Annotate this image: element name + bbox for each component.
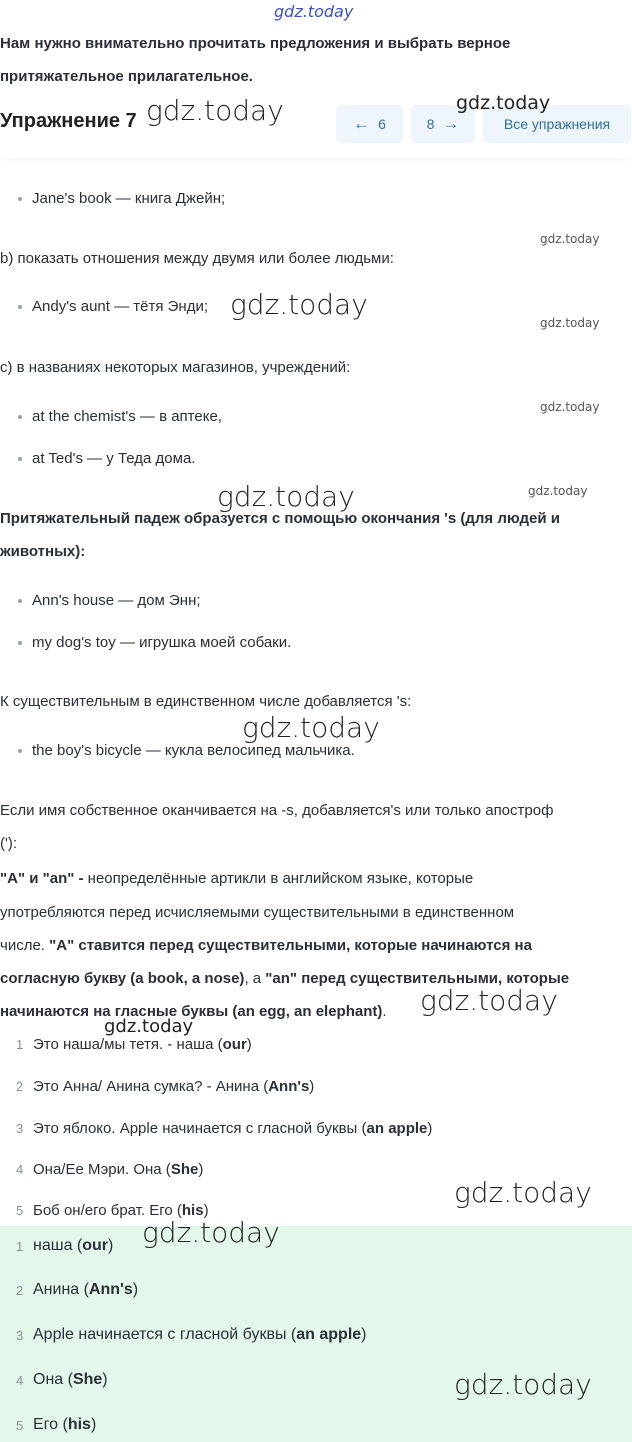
item-end: ) (198, 1161, 204, 1178)
rule-line-2: животных): (0, 543, 86, 560)
item-plain: Его ( (33, 1416, 68, 1433)
article-bold: "an" перед существительными, которые (265, 970, 570, 987)
item-bold: our (222, 1036, 247, 1053)
watermark: gdz.today (456, 92, 551, 114)
next-exercise-label: 8 (426, 116, 435, 132)
item-end: ) (108, 1237, 114, 1254)
intro-line-1: Нам нужно внимательно прочитать предложения и выбрать верное (0, 35, 511, 52)
watermark: gdz.today (230, 288, 368, 321)
answer-item-4 (16, 1371, 108, 1389)
list-item-text: the boy's bicycle — кукла велосипед мальчика. (32, 742, 355, 759)
item-plain: Это яблоко. Apple начинается с гласной буквы ( (33, 1120, 367, 1137)
item-plain: Это наша/мы тетя. - наша ( (33, 1036, 223, 1053)
item-end: ) (90, 1416, 97, 1433)
article-line-3 (0, 929, 632, 962)
bullet-icon (18, 305, 22, 309)
watermark: gdz.today (540, 316, 600, 330)
item-number: 3 (16, 1327, 24, 1343)
watermark-top: gdz.today (274, 2, 354, 21)
work-item-4 (16, 1161, 203, 1178)
item-plain: Боб он/его брат. Его ( (33, 1202, 182, 1219)
arrow-right-icon: → (442, 114, 460, 133)
watermark: gdz.today (454, 1176, 592, 1209)
item-end: ) (132, 1281, 139, 1298)
watermark: gdz.today (142, 1216, 280, 1249)
list-item (18, 592, 201, 609)
item-text (33, 1078, 314, 1095)
article-bold: "A" и "an" - (0, 870, 84, 887)
list-item-text: at Ted's — у Теда дома. (32, 450, 196, 467)
item-bold: his (181, 1202, 204, 1219)
item-end: ) (361, 1326, 367, 1343)
bullet-icon (18, 749, 22, 753)
item-text (33, 1371, 108, 1389)
item-text (33, 1237, 113, 1255)
proper-rule-line-1: Если имя собственное оканчивается на -s, добавляется's или только апостроф (0, 802, 554, 819)
list-item-text: Ann's house — дом Энн; (32, 592, 201, 609)
item-number: 2 (16, 1282, 24, 1298)
item-plain: Анина ( (33, 1281, 89, 1298)
item-number: 1 (16, 1238, 24, 1254)
article-text: , а (244, 970, 266, 987)
list-item (18, 634, 291, 651)
bullet-icon (18, 457, 22, 461)
item-bold: an apple (366, 1120, 428, 1137)
item-plain: Apple начинается с гласной буквы ( (33, 1326, 297, 1343)
item-end: ) (102, 1371, 108, 1388)
watermark: gdz.today (454, 1368, 592, 1401)
list-item-text: Andy's aunt — тётя Энди; (32, 298, 208, 315)
watermark: gdz.today (242, 711, 380, 744)
watermark: gdz.today (540, 232, 600, 246)
item-text (33, 1281, 138, 1299)
bullet-icon (18, 197, 22, 201)
answer-item-1 (16, 1237, 113, 1255)
paragraph-c: c) в названиях некоторых магазинов, учреждений: (0, 359, 351, 376)
item-bold: She (72, 1371, 103, 1388)
article-bold: начинаются на гласные буквы (an egg, an elephant) (0, 1003, 383, 1020)
answer-item-5 (16, 1416, 96, 1434)
page-title: Упражнение 7 (0, 110, 137, 132)
item-number: 2 (16, 1079, 24, 1094)
list-item (18, 298, 208, 315)
prev-exercise-label: 6 (378, 116, 386, 132)
list-item-text: my dog's toy — игрушка моей собаки. (32, 634, 292, 651)
item-bold: our (82, 1237, 109, 1254)
intro-line-2: притяжательное прилагательное. (0, 68, 253, 85)
watermark: gdz.today (104, 1016, 194, 1037)
item-number: 4 (16, 1162, 24, 1177)
singular-rule: К существительным в единственном числе добавляется 's: (0, 693, 412, 710)
item-text (33, 1326, 366, 1344)
article-line-5 (0, 995, 632, 1028)
article-text: неопределённые артикли в английском языке, которые (83, 870, 474, 887)
item-text (33, 1202, 209, 1219)
watermark: gdz.today (146, 94, 284, 127)
article-line-1 (0, 862, 632, 895)
item-bold: his (67, 1416, 91, 1433)
item-bold: an apple (296, 1326, 362, 1343)
list-item (18, 450, 195, 467)
work-item-5 (16, 1202, 209, 1219)
item-plain: Она/Ее Мэри. Она ( (33, 1161, 171, 1178)
paragraph-b: b) показать отношения между двумя или более людьми: (0, 250, 394, 267)
watermark: gdz.today (420, 984, 558, 1017)
item-bold: Ann's (88, 1281, 133, 1298)
answer-item-2 (16, 1281, 138, 1299)
item-plain: наша ( (33, 1237, 83, 1254)
watermark: gdz.today (217, 480, 355, 513)
bullet-icon (18, 599, 22, 603)
list-item-text: Jane's book — книга Джейн; (32, 190, 226, 207)
item-text (33, 1120, 432, 1137)
article-bold: согласную букву (a book, a nose) (0, 970, 245, 987)
prev-exercise-button[interactable] (336, 105, 403, 143)
next-exercise-button[interactable] (411, 105, 475, 143)
item-end: ) (246, 1036, 252, 1053)
work-item-2 (16, 1078, 314, 1095)
item-plain: Она ( (33, 1371, 73, 1388)
item-text (33, 1036, 252, 1053)
item-number: 4 (16, 1372, 24, 1388)
answer-item-3 (16, 1326, 366, 1344)
arrow-left-icon: ← (353, 114, 371, 133)
item-number: 5 (16, 1417, 24, 1433)
list-item (18, 408, 222, 425)
all-exercises-label: Все упражнения (503, 116, 611, 132)
article-line-2: употребляются перед исчисляемыми существительными в единственном (0, 904, 515, 921)
all-exercises-button[interactable] (483, 105, 631, 143)
list-item (18, 742, 355, 759)
item-number: 1 (16, 1037, 24, 1052)
item-text (33, 1416, 96, 1434)
article-bold: "A" ставится перед существительными, которые начинаются на (49, 937, 532, 954)
item-bold: She (170, 1161, 199, 1178)
item-number: 3 (16, 1121, 24, 1136)
item-end: ) (427, 1120, 433, 1137)
work-item-3 (16, 1120, 432, 1137)
item-plain: Это Анна/ Анина сумка? - Анина ( (33, 1078, 269, 1095)
list-item (18, 190, 225, 207)
item-number: 5 (16, 1203, 24, 1218)
watermark: gdz.today (540, 400, 600, 414)
watermark: gdz.today (528, 484, 588, 498)
rule-line-1: Притяжательный падеж образуется с помощью окончания 's (для людей и (0, 510, 560, 527)
item-end: ) (309, 1078, 315, 1095)
article-text: числе. (0, 937, 50, 954)
item-end: ) (203, 1202, 209, 1219)
item-text (33, 1161, 203, 1178)
list-item-text: at the chemist's — в аптеке, (32, 408, 222, 425)
proper-rule-line-2: ('): (0, 835, 18, 852)
article-line-4 (0, 962, 632, 995)
article-text: . (382, 1003, 387, 1020)
item-bold: Ann's (268, 1078, 310, 1095)
bullet-icon (18, 641, 22, 645)
work-item-1 (16, 1036, 252, 1053)
bullet-icon (18, 415, 22, 419)
